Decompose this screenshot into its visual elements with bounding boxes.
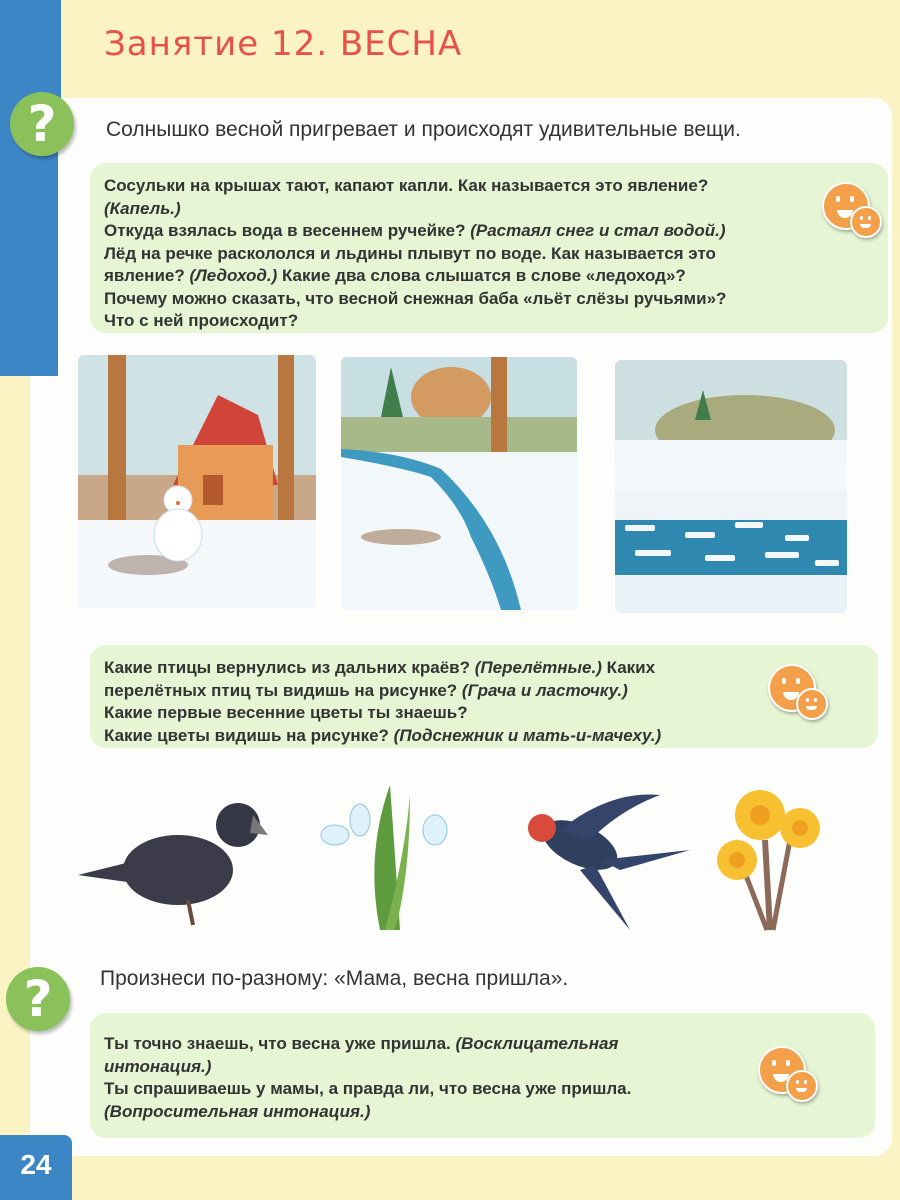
answer-line: (Вопросительная интонация.) — [104, 1101, 371, 1121]
section3-intro: Произнеси по-разному: «Мама, весна пришла». — [100, 967, 569, 990]
house-snowman-icicles-picture — [78, 355, 316, 608]
smiley-icon — [768, 664, 828, 720]
question-line: Какие первые весенние цветы ты знаешь? — [104, 703, 468, 722]
swallow-picture — [520, 790, 700, 940]
question-line: Лёд на речке раскололся и льдины плывут по воде. Как называется это — [104, 243, 716, 263]
answer-line: (Капель.) — [104, 198, 181, 218]
question-line: Почему можно сказать, что весной снежная баба «льёт слёзы ручьями»? — [104, 288, 727, 308]
question-line: Сосульки на крышах тают, капают капли. Как называется это явление? — [104, 176, 709, 195]
section1-question-box — [90, 163, 888, 333]
answer-line: интонация.) — [104, 1056, 212, 1076]
rook-picture — [78, 785, 268, 935]
page-title: Занятие 12. ВЕСНА — [104, 24, 463, 64]
stream-picture — [341, 357, 577, 610]
snowdrop-picture — [310, 775, 460, 935]
section1-intro: Солнышко весной пригревает и происходят удивительные вещи. — [106, 118, 741, 141]
page-number: 24 — [0, 1135, 72, 1200]
question-line: Какие цветы видишь на рисунке? (Подснежник и мать-и-мачеху.) — [104, 725, 662, 745]
question-line: Что с ней происходит? — [104, 311, 299, 330]
question-line: перелётных птиц ты видишь на рисунке? (Грача и ласточку.) — [104, 680, 628, 700]
question-line: Ты точно знаешь, что весна уже пришла. (Восклицательная — [104, 1034, 619, 1053]
section2-question-box — [90, 645, 878, 748]
ice-drift-picture — [615, 360, 847, 613]
coltsfoot-picture — [715, 780, 825, 940]
question-line: Ты спрашиваешь у мамы, а правда ли, что весна уже пришла. — [104, 1079, 632, 1098]
question-line: явление? (Ледоход.) Какие два слова слышатся в слове «ледоход»? — [104, 266, 686, 285]
question-icon: ? — [6, 967, 70, 1031]
question-line: Откуда взялась вода в весеннем ручейке? (Растаял снег и стал водой.) — [104, 221, 726, 240]
question-icon: ? — [10, 92, 74, 156]
smiley-icon — [822, 182, 882, 238]
question-line: Какие птицы вернулись из дальних краёв? (Перелётные.) Каких — [104, 658, 656, 677]
smiley-icon — [758, 1046, 818, 1102]
